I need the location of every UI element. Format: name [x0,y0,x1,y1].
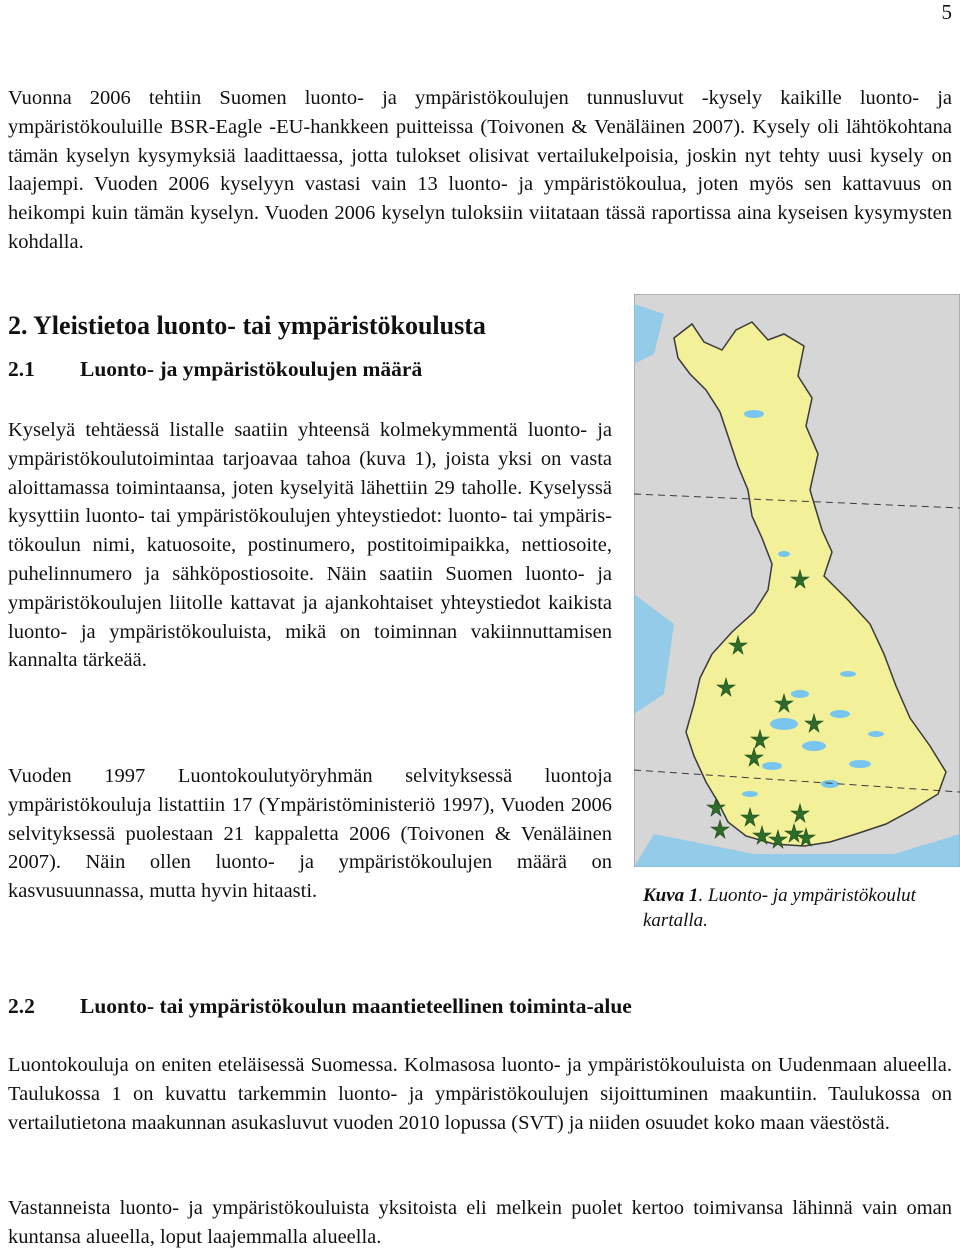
figure-caption [643,883,958,933]
page-number: 5 [941,0,952,24]
section-2-1-paragraph-2: Vuoden 1997 Luontokoulutyöryhmän selvityksessä luontoja ympäristökouluja listattiin 17 (Ympäristöministeriö 1997), Vuoden 2006 selvityksessä puolestaan 21 kappaletta 2006 (Toivonen & Venäläinen 2007). Näin ollen luonto- ja ympäristökoulujen määrä on kasvusuunnassa, mutta hyvin hitaasti. [8,765,612,903]
section-2-2-number: 2.2 [8,994,35,1018]
finland-map-figure [634,294,960,867]
section-2-2-title: Luonto- tai ympäristökoulun maantieteellinen toiminta-alue [80,994,632,1018]
section-2-1-paragraph-1: Kyselyä tehtäessä listalle saatiin yhteensä kolmekymmentä luonto- ja ympäristökoulutoimintaa tarjoavaa tahoa (kuva 1), joista yksi on vasta aloittamassa toimintaansa, joten kyselyitä lähettiin 29 taholle. Kyselyssä kysyttiin luonto- tai ympäristökoulujen yhteystiedot: luonto- tai ympäristökoulun nimi, katuosoite, postinumero, postitoimipaikka, nettiosoite, puhelinnumero ja sähköpostiosoite. Näin saatiin Suomen luonto- ja ympäristökoulujen liitolle kattavat ja ajankohtaiset yhteystiedot kaikista luonto- ja ympäristökouluista, mikä on toiminnan vakiinnuttamisen kannalta tärkeää. [8,419,612,672]
section-2-1-title: Luonto- ja ympäristökoulujen määrä [80,357,423,381]
figure-caption-text: . Luonto- ja ympäristökoulut kartalla. [643,885,916,931]
intro-paragraph: Vuonna 2006 tehtiin Suomen luonto- ja ympäristökoulujen tunnusluvut -kysely kaikille luonto- ja ympäristökouluille BSR-Eagle -EU-hankkeen puitteissa (Toivonen & Venäläinen 2007). Kysely oli lähtökohtana tämän kyselyn kysymyksiä laadittaessa, jotta tulokset olisivat vertailukelpoisia, joskin nyt tehty uusi kysely on laajempi. Vuoden 2006 kyselyyn vastasi vain 13 luonto- ja ympäristökoulua, joten myös sen kattavuus on heikompi kuin tämän kyselyn. Vuoden 2006 kyselyn tuloksiin viitataan tässä raportissa aina kyseisen kysymysten kohdalla. [8,87,952,253]
section-2-2-heading [8,994,632,1019]
section-2-1-number: 2.1 [8,357,35,381]
section-2-2-paragraph-1: Luontokouluja on eniten eteläisessä Suomessa. Kolmasosa luonto- ja ympäristökouluista on Uudenmaan alueella. Taulukossa 1 on kuvattu tarkemmin luonto- ja ympäristökoulujen sijoittuminen maakuntiin. Taulukossa on vertailutietona maakunnan asukasluvut vuoden 2010 lopussa (SVT) ja niiden osuudet koko maan väestöstä. [8,1054,952,1134]
section-2-2-paragraph-2: Vastanneista luonto- ja ympäristökouluista yksitoista eli melkein puolet kertoo toimivansa lähinnä vain oman kuntansa alueella, loput laajemmalla alueella. [8,1197,952,1248]
section-2-heading: 2. Yleistietoa luonto- tai ympäristökoulusta [8,311,486,340]
section-2-1-heading [8,357,422,382]
figure-label: Kuva 1 [643,885,699,906]
